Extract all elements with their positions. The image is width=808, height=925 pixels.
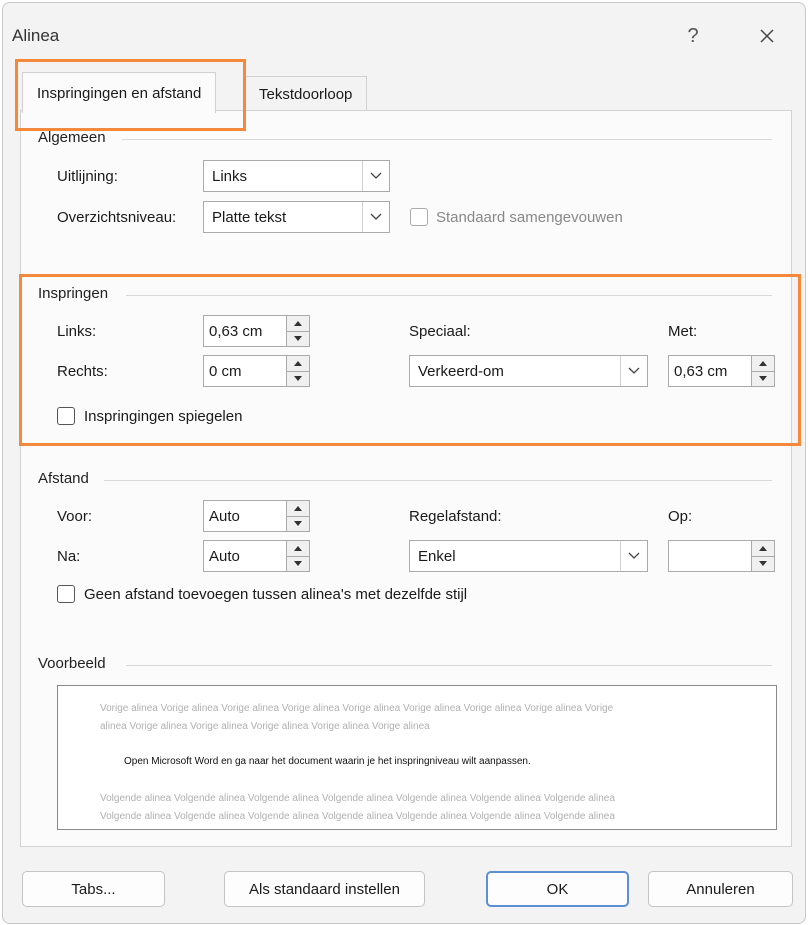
preview-box [57,685,777,830]
spin-down-button[interactable] [752,371,774,387]
special-label: Speciaal: [409,323,471,340]
preview-current-line: Open Microsoft Word en ga naar het document waarin je het inspringniveau wilt aanpassen. [124,756,531,767]
collapsed-default-label: Standaard samengevouwen [436,209,623,226]
spacing-after-label: Na: [57,548,81,565]
spacing-at-spinner[interactable] [668,540,775,572]
triangle-up-icon [294,321,302,326]
spin-up-button[interactable] [752,356,774,371]
divider [122,139,772,140]
spin-up-button[interactable] [287,316,309,331]
triangle-down-icon [294,376,302,381]
spacing-before-value: Auto [209,507,240,525]
help-icon: ? [687,24,699,47]
set-default-button-label: Als standaard instellen [249,880,400,898]
ok-button[interactable] [486,871,629,907]
chevron-down-icon [620,356,647,386]
special-select[interactable] [409,355,648,387]
triangle-down-icon [759,376,767,381]
spin-up-button[interactable] [752,541,774,556]
divider [126,295,772,296]
help-button[interactable] [674,18,712,54]
indent-by-label: Met: [668,323,698,340]
indent-by-spinner[interactable] [668,355,775,387]
mirror-indents-label: Inspringingen spiegelen [84,408,243,425]
triangle-up-icon [294,506,302,511]
close-icon [759,28,775,44]
preview-previous-line: alinea Vorige alinea Vorige alinea Vorige alinea Vorige alinea Vorige alinea [100,721,430,732]
preview-previous-line: Vorige alinea Vorige alinea Vorige alinea Vorige alinea Vorige alinea Vorige alinea Vorige alinea Vorige alinea Vorige [100,703,614,714]
tab-label: Tekstdoorloop [259,86,353,103]
special-value: Verkeerd-om [418,362,504,380]
ok-button-label: OK [546,880,569,898]
alignment-label: Uitlijning: [57,168,118,185]
cancel-button[interactable] [648,871,793,907]
spacing-before-label: Voor: [57,508,93,525]
spin-down-button[interactable] [287,331,309,347]
triangle-down-icon [294,336,302,341]
preview-group-title: Voorbeeld [38,655,106,672]
preview-next-line: Volgende alinea Volgende alinea Volgende alinea Volgende alinea Volgende alinea Volgende alinea Volgende alinea [100,793,615,804]
triangle-down-icon [759,561,767,566]
line-spacing-select[interactable] [409,540,648,572]
no-space-same-style-label: Geen afstand toevoegen tussen alinea's met dezelfde stijl [84,586,468,603]
indent-left-label: Links: [57,323,97,340]
collapsed-default-checkbox[interactable] [410,208,428,226]
mirror-indents-checkbox[interactable] [57,407,75,425]
divider [126,665,772,666]
line-spacing-value: Enkel [418,547,456,565]
spin-up-button[interactable] [287,501,309,516]
indent-right-spinner[interactable] [203,355,310,387]
no-space-same-style-checkbox[interactable] [57,585,75,603]
spin-up-button[interactable] [287,541,309,556]
preview-next-line: Volgende alinea Volgende alinea Volgende alinea Volgende alinea Volgende alinea Volgende alinea Volgende alinea [100,811,615,822]
spin-down-button[interactable] [752,556,774,572]
tabs-button-label: Tabs... [71,880,116,898]
triangle-up-icon [294,361,302,366]
indent-right-value: 0 cm [209,362,242,380]
spin-down-button[interactable] [287,371,309,387]
spacing-at-label: Op: [668,508,693,525]
general-group-title: Algemeen [38,129,106,146]
chevron-down-icon [362,202,389,232]
triangle-up-icon [759,361,767,366]
outline-level-label: Overzichtsniveau: [57,209,177,226]
tab-label: Inspringingen en afstand [37,85,202,102]
spin-up-button[interactable] [287,356,309,371]
triangle-up-icon [759,546,767,551]
indent-left-value: 0,63 cm [209,322,263,340]
outline-level-value: Platte tekst [212,208,287,226]
indent-right-label: Rechts: [57,363,108,380]
spacing-after-value: Auto [209,547,240,565]
alignment-value: Links [212,167,248,185]
tab-line-page-breaks[interactable] [244,76,367,113]
chevron-down-icon [620,541,647,571]
indent-by-value: 0,63 cm [674,362,728,380]
alignment-select[interactable] [203,160,390,192]
line-spacing-label: Regelafstand: [409,508,502,525]
spin-down-button[interactable] [287,516,309,532]
chevron-down-icon [362,161,389,191]
triangle-down-icon [294,521,302,526]
triangle-up-icon [294,546,302,551]
outline-level-select[interactable] [203,201,390,233]
spin-down-button[interactable] [287,556,309,572]
set-default-button[interactable] [224,871,425,907]
indent-group-title: Inspringen [38,285,109,302]
divider [104,480,772,481]
triangle-down-icon [294,561,302,566]
spacing-before-spinner[interactable] [203,500,310,532]
spacing-after-spinner[interactable] [203,540,310,572]
tab-indents-spacing[interactable] [22,72,216,113]
close-button[interactable] [748,18,786,54]
tabs-button[interactable] [22,871,165,907]
dialog-title: Alinea [12,26,60,45]
spacing-group-title: Afstand [38,470,89,487]
cancel-button-label: Annuleren [686,880,755,898]
indent-left-spinner[interactable] [203,315,310,347]
